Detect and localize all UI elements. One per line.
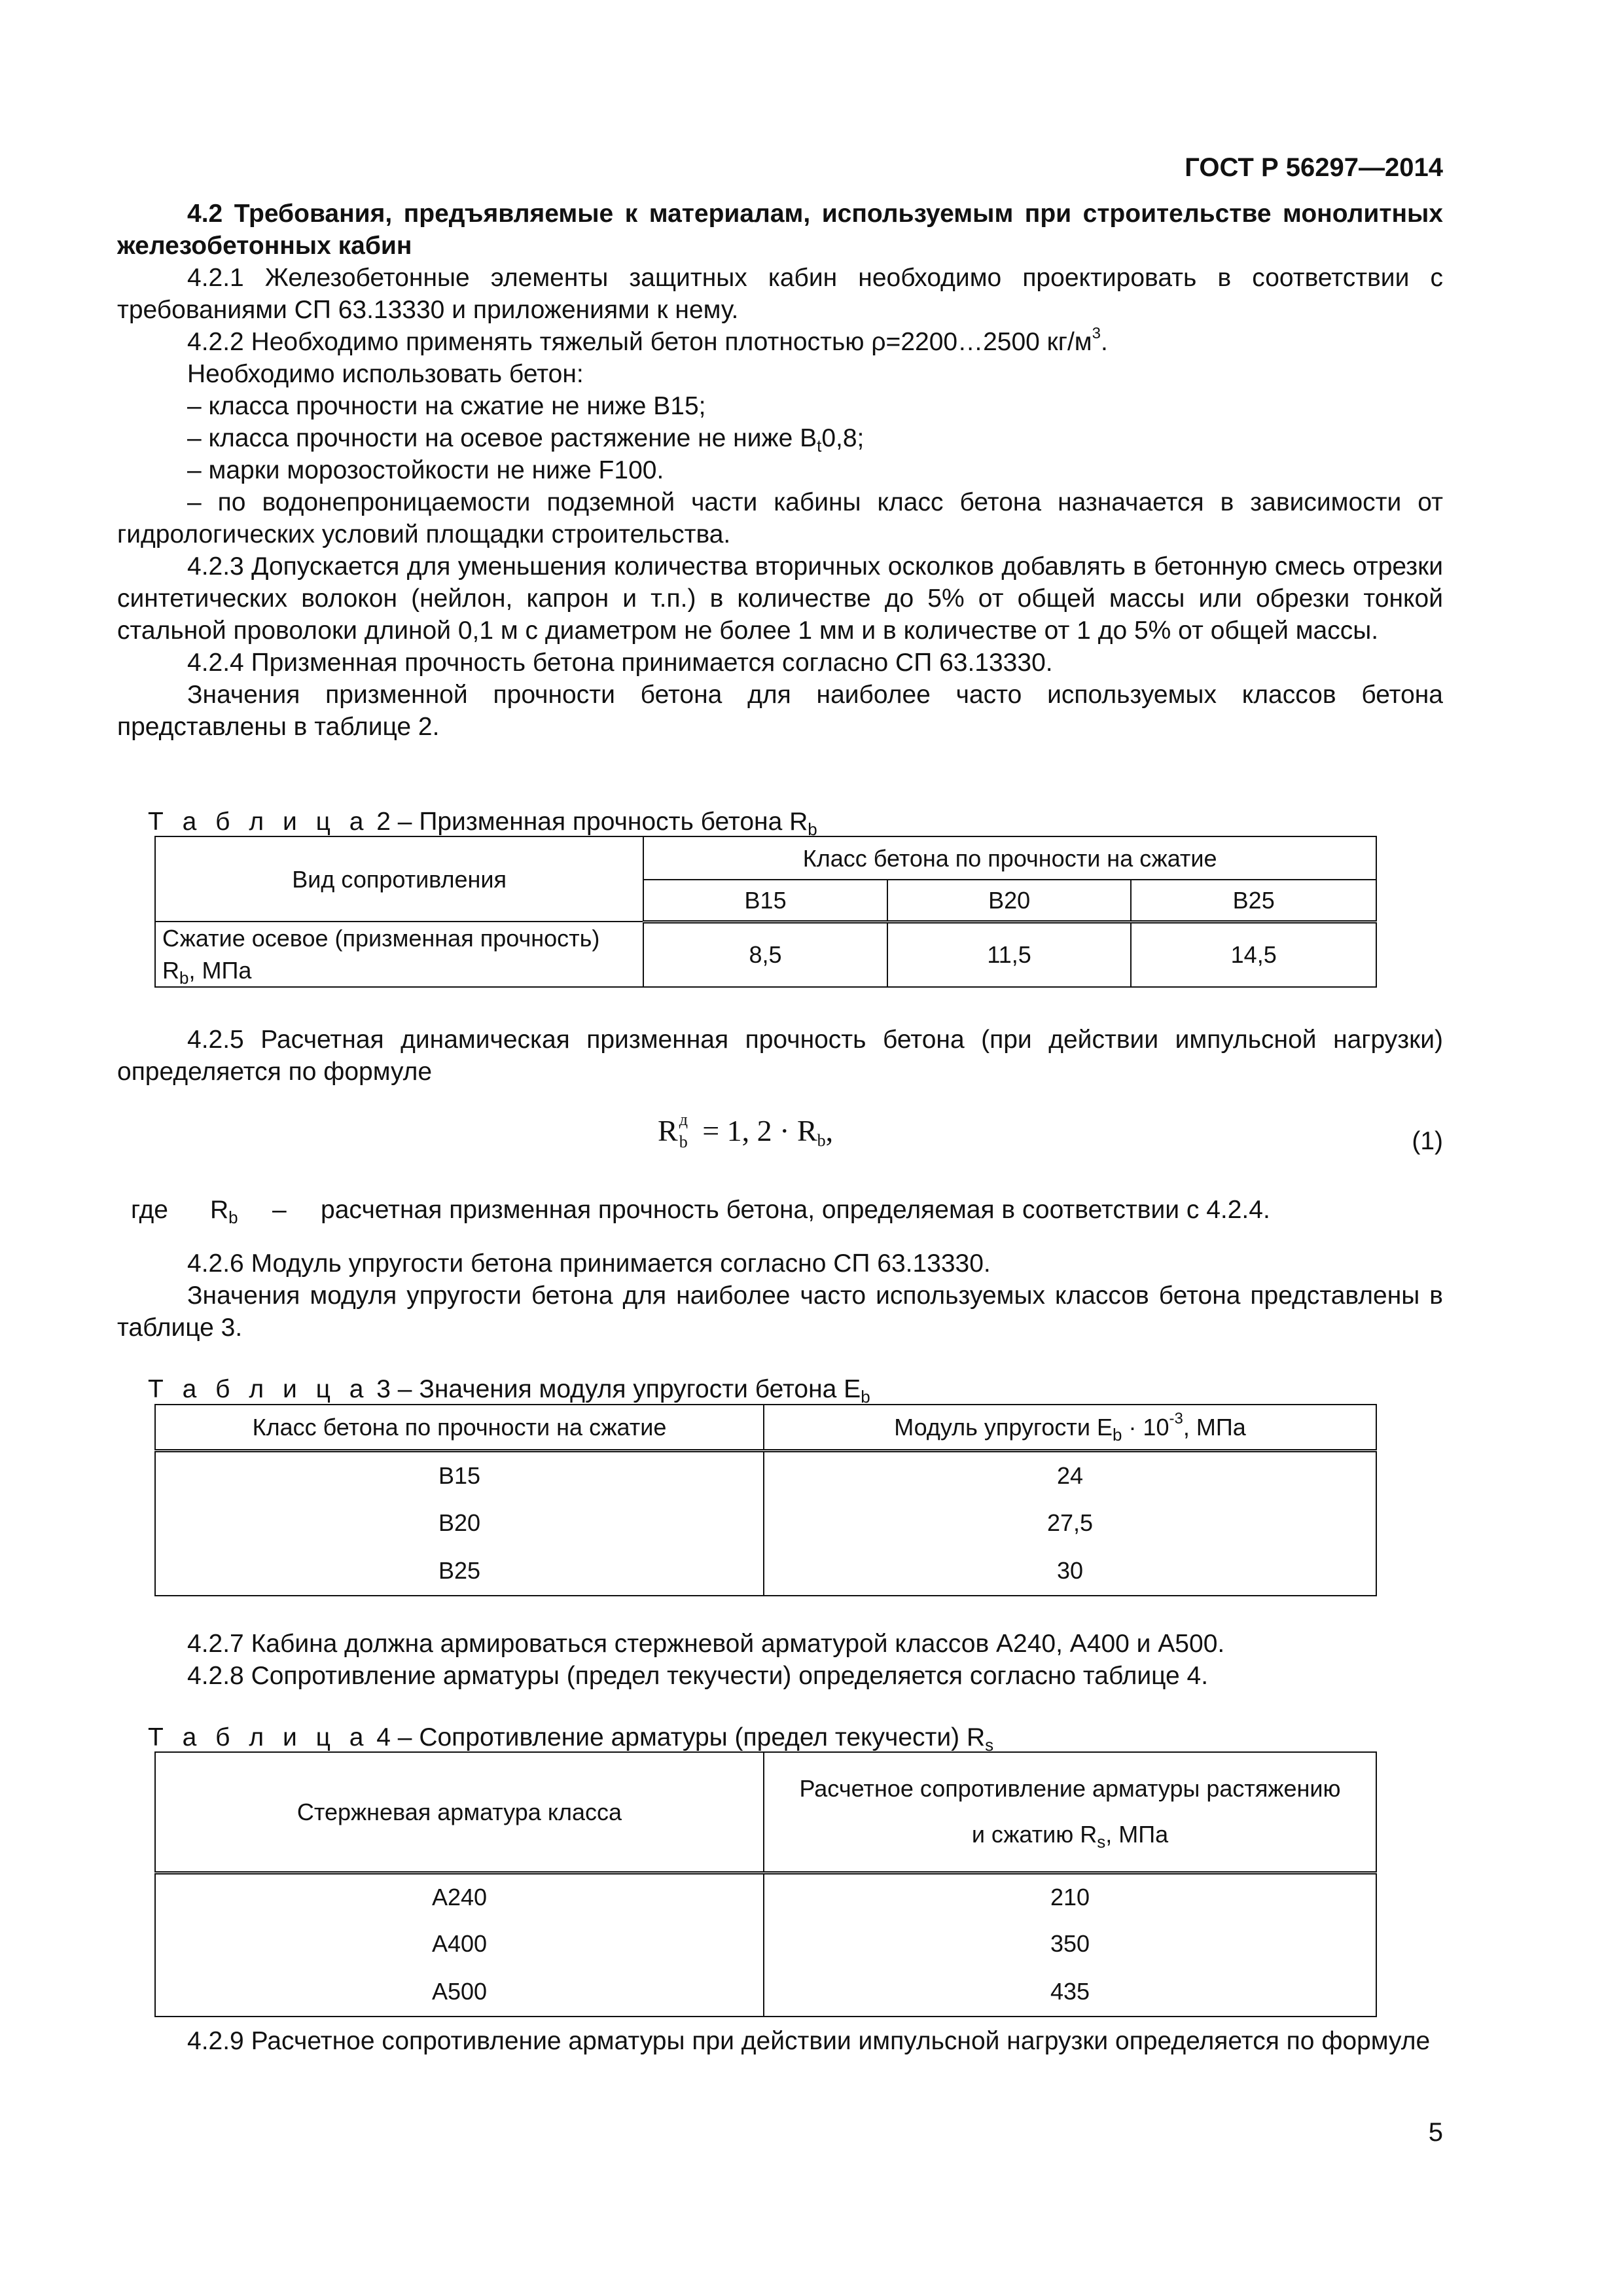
table-2-header-class: Класс бетона по прочности на сжатие	[643, 836, 1376, 880]
where-description: расчетная призменная прочность бетона, определяемая в соответствии с 4.2.4.	[321, 1196, 1270, 1224]
list-item-frost-resistance: – марки морозостойкости не ниже F100.	[187, 456, 664, 484]
where-dash: –	[272, 1196, 287, 1224]
table-4-caption-word: Т а б л и ц а	[148, 1723, 370, 1751]
list-item-tension-value: 0,8;	[821, 424, 865, 452]
table-4-header-resistance-line2: и сжатию R	[971, 1821, 1097, 1848]
formula-1-rhs: = 1, 2 · R	[694, 1114, 817, 1147]
table-2-row-label-text: Сжатие осевое (призменная прочность) R	[162, 925, 600, 984]
table-3-caption	[148, 1373, 1391, 1405]
table-2-caption-word: Т а б л и ц а	[148, 808, 370, 836]
paragraph-4-2-2-text: 4.2.2 Необходимо применять тяжелый бетон плотностью ρ=2200…2500 кг/м	[187, 328, 1092, 356]
formula-1-number: (1)	[1412, 1127, 1443, 1155]
page-number: 5	[1428, 2118, 1443, 2147]
table-2-caption-text: 2 – Призменная прочность бетона R	[369, 808, 808, 836]
table-4-class-cell: А400	[155, 1920, 764, 1967]
paragraph-4-2-6: 4.2.6 Модуль упругости бетона принимается согласно СП 63.13330.	[187, 1249, 991, 1278]
table-row	[155, 1967, 1376, 2017]
table-4-header-resistance-unit: , МПа	[1105, 1821, 1169, 1848]
table-2-value-b20: 11,5	[887, 922, 1132, 987]
table-4-caption-subscript: s	[985, 1735, 994, 1755]
table-4-caption-text: 4 – Сопротивление арматуры (предел текучести) R	[369, 1723, 986, 1751]
where-word: где	[131, 1196, 168, 1224]
table-row	[155, 1546, 1376, 1596]
table-4-value-cell: 350	[764, 1920, 1376, 1967]
list-item-tension-text: – класса прочности на осевое растяжение не ниже В	[187, 424, 817, 452]
paragraph-4-2-2-end: .	[1100, 328, 1108, 356]
table-2-row-label-unit: , МПа	[188, 957, 252, 984]
table-4-header-resistance-line1: Расчетное сопротивление арматуры растяжению	[799, 1775, 1341, 1803]
table-2	[154, 836, 1377, 988]
formula-1-superscript: д	[679, 1110, 688, 1130]
table-4-caption	[148, 1721, 1391, 1753]
table-2-class-b20: В20	[887, 880, 1132, 922]
table-4	[154, 1751, 1377, 2017]
table-3-value-cell: 27,5	[764, 1499, 1376, 1546]
table-3-class-cell: В25	[155, 1546, 764, 1596]
table-2-header-kind: Вид сопротивления	[155, 836, 643, 922]
paragraph-4-2-7-block	[117, 1628, 1443, 1692]
table-3-header-modulus-text: Модуль упругости Е	[894, 1413, 1113, 1441]
table-3-class-cell: В15	[155, 1450, 764, 1499]
table-2-value-b15: 8,5	[643, 922, 887, 987]
table-4-header-resistance	[764, 1752, 1376, 1873]
paragraph-4-2-7: 4.2.7 Кабина должна армироваться стержневой арматурой классов А240, А400 и А500.	[187, 1630, 1225, 1658]
formula-1-lhs: R	[658, 1114, 678, 1147]
paragraph-4-2-9: 4.2.9 Расчетное сопротивление арматуры при действии импульсной нагрузки определяется по формуле	[187, 2027, 1431, 2055]
paragraph-4-2-1: 4.2.1 Железобетонные элементы защитных кабин необходимо проектировать в соответствии с требованиями СП 63.13330 и приложениями к нему.	[117, 264, 1443, 324]
table-3-value-cell: 24	[764, 1450, 1376, 1499]
document-id-header: ГОСТ Р 56297—2014	[1185, 153, 1443, 182]
tension-subscript: t	[817, 436, 822, 456]
table-3	[154, 1404, 1377, 1596]
where-symbol-subscript: b	[228, 1208, 238, 1227]
table-row	[155, 1450, 1376, 1499]
formula-1-rhs-subscript: b	[817, 1131, 826, 1150]
list-item-tension-class	[117, 422, 1443, 454]
formula-1-tail: ,	[825, 1114, 834, 1147]
paragraph-4-2-6-block	[117, 1247, 1443, 1344]
table-2-value-b25: 14,5	[1131, 922, 1376, 987]
formula-1	[658, 1110, 834, 1152]
paragraph-4-2-6-values: Значения модуля упругости бетона для наиболее часто используемых классов бетона представлены в таблице 3.	[117, 1282, 1443, 1342]
table-3-value-cell: 30	[764, 1546, 1376, 1596]
table-3-header-modulus-factor: · 10	[1122, 1413, 1169, 1441]
paragraph-4-2-9-block	[117, 2025, 1443, 2057]
table-2-row-label	[155, 922, 643, 987]
table-4-header-resistance-subscript: s	[1097, 1832, 1106, 1852]
paragraph-4-2-5-block	[117, 1024, 1443, 1088]
table-4-class-cell: А240	[155, 1873, 764, 1920]
table-3-header-modulus-exponent: -3	[1169, 1409, 1183, 1427]
table-row	[155, 1873, 1376, 1920]
paragraph-4-2-4-values: Значения призменной прочности бетона для наиболее часто используемых классов бетона представлены в таблице 2.	[117, 681, 1443, 741]
table-4-value-cell: 435	[764, 1967, 1376, 2017]
table-row	[155, 1920, 1376, 1967]
table-3-header-class: Класс бетона по прочности на сжатие	[155, 1405, 764, 1450]
table-2-class-b15: В15	[643, 880, 887, 922]
section-4-2-body	[117, 198, 1443, 743]
unit-superscript: 3	[1092, 325, 1101, 342]
table-3-caption-word: Т а б л и ц а	[148, 1375, 370, 1403]
table-2-row-label-subscript: b	[179, 968, 189, 988]
table-4-value-cell: 210	[764, 1873, 1376, 1920]
where-symbol-main: R	[210, 1196, 229, 1224]
where-symbol	[210, 1194, 238, 1226]
table-3-header-modulus-unit: , МПа	[1183, 1413, 1246, 1441]
table-4-header-class: Стержневая арматура класса	[155, 1752, 764, 1873]
table-2-caption-subscript: b	[808, 819, 817, 839]
table-3-header-modulus	[764, 1405, 1376, 1450]
table-3-header-modulus-subscript: b	[1112, 1424, 1122, 1444]
table-4-class-cell: А500	[155, 1967, 764, 2017]
paragraph-4-2-4: 4.2.4 Призменная прочность бетона принимается согласно СП 63.13330.	[187, 649, 1053, 677]
table-2-caption	[148, 806, 1391, 838]
formula-1-subscript: b	[679, 1132, 688, 1152]
section-title: 4.2 Требования, предъявляемые к материалам, используемым при строительстве монолитных железобетонных кабин	[117, 200, 1443, 260]
list-item-strength-class: – класса прочности на сжатие не ниже В15;	[187, 392, 706, 420]
table-3-caption-subscript: b	[861, 1387, 870, 1407]
paragraph-4-2-2	[117, 326, 1443, 358]
table-row	[155, 1499, 1376, 1546]
paragraph-4-2-5: 4.2.5 Расчетная динамическая призменная прочность бетона (при действии импульсной нагрузки) определяется по формуле	[117, 1026, 1443, 1086]
table-3-caption-text: 3 – Значения модуля упругости бетона Е	[369, 1375, 861, 1403]
concrete-intro: Необходимо использовать бетон:	[187, 360, 584, 388]
table-2-class-b25: В25	[1131, 880, 1376, 922]
paragraph-4-2-8: 4.2.8 Сопротивление арматуры (предел текучести) определяется согласно таблице 4.	[187, 1662, 1209, 1690]
list-item-water-resistance: – по водонепроницаемости подземной части кабины класс бетона назначается в зависимости от гидрологических условий площадки строительства.	[117, 488, 1443, 548]
formula-1-indices	[678, 1110, 695, 1152]
table-3-class-cell: В20	[155, 1499, 764, 1546]
paragraph-4-2-3: 4.2.3 Допускается для уменьшения количества вторичных осколков добавлять в бетонную смесь отрезки синтетических волокон (нейлон, капрон и т.п.) в количестве до 5% от общей массы или обрезки тонкой стальной проволоки длиной 0,1 м с диаметром не более 1 мм и в количестве от 1 до 5% от общей массы.	[117, 552, 1443, 645]
